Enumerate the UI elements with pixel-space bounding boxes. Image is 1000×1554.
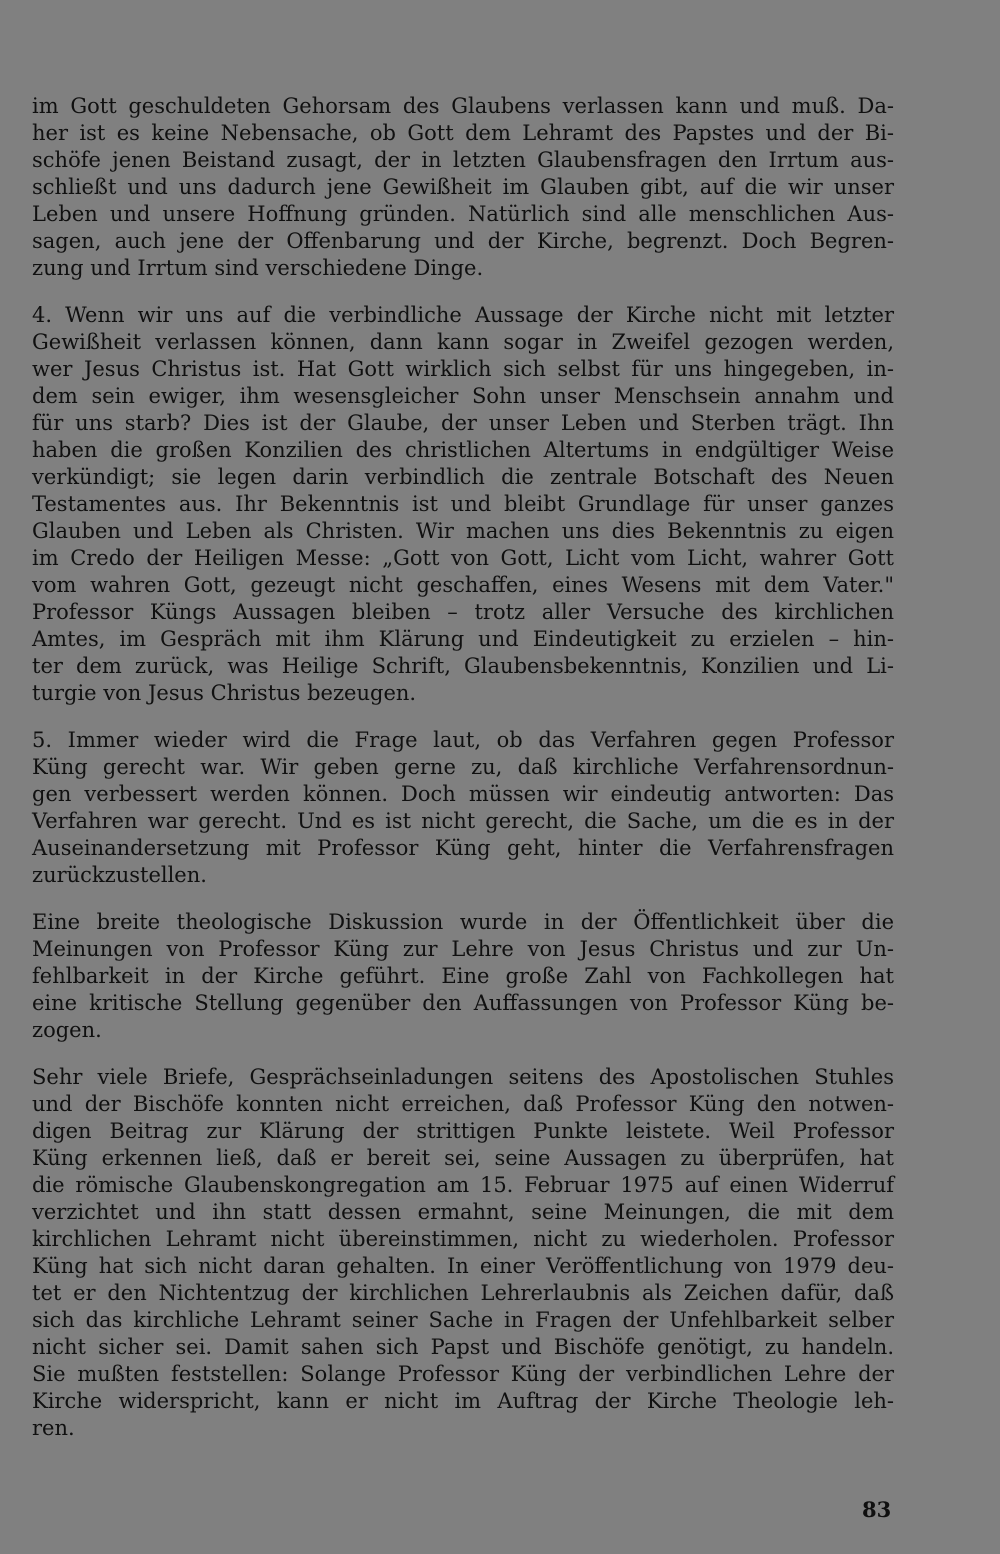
text-line: im Gott geschuldeten Gehorsam des Glaubens verlassen kann und muß. Da- xyxy=(32,94,894,118)
text-line: Kirche widerspricht, kann er nicht im Auftrag der Kirche Theologie leh- xyxy=(32,1389,894,1413)
text-line: 5. Immer wieder wird die Frage laut, ob das Verfahren gegen Professor xyxy=(32,728,894,752)
text-line: 4. Wenn wir uns auf die verbindliche Aussage der Kirche nicht mit letzter xyxy=(32,303,894,327)
text-line: Küng gerecht war. Wir geben gerne zu, daß kirchliche Verfahrensordnun- xyxy=(32,755,894,779)
text-line: Testamentes aus. Ihr Bekenntnis ist und bleibt Grundlage für unser ganzes xyxy=(32,492,894,516)
paragraph xyxy=(32,1064,894,1442)
text-line: fehlbarkeit in der Kirche geführt. Eine große Zahl von Fachkollegen hat xyxy=(32,964,894,988)
text-line: dem sein ewiger, ihm wesensgleicher Sohn unser Menschsein annahm und xyxy=(32,384,894,408)
paragraph xyxy=(32,909,894,1044)
text-line: schöfe jenen Beistand zusagt, der in letzten Glaubensfragen den Irrtum aus- xyxy=(32,148,894,172)
text-line: wer Jesus Christus ist. Hat Gott wirklich sich selbst für uns hingegeben, in- xyxy=(32,357,894,381)
text-line: zung und Irrtum sind verschiedene Dinge. xyxy=(32,256,484,280)
text-line: digen Beitrag zur Klärung der strittigen Punkte leistete. Weil Professor xyxy=(32,1119,894,1143)
text-line: Verfahren war gerecht. Und es ist nicht gerecht, die Sache, um die es in der xyxy=(32,809,894,833)
text-line: kirchlichen Lehramt nicht übereinstimmen, nicht zu wiederholen. Professor xyxy=(32,1227,894,1251)
text-line: Amtes, im Gespräch mit ihm Klärung und Eindeutigkeit zu erzielen – hin- xyxy=(32,627,894,651)
text-line: gen verbessert werden können. Doch müssen wir eindeutig antworten: Das xyxy=(32,782,894,806)
text-line: Meinungen von Professor Küng zur Lehre von Jesus Christus und zur Un- xyxy=(32,937,894,961)
text-line: die römische Glaubenskongregation am 15. Februar 1975 auf einen Widerruf xyxy=(32,1173,894,1197)
paragraph xyxy=(32,302,894,707)
text-line: Gewißheit verlassen können, dann kann sogar in Zweifel gezogen werden, xyxy=(32,330,894,354)
text-line: sagen, auch jene der Offenbarung und der Kirche, begrenzt. Doch Begren- xyxy=(32,229,894,253)
text-line: Glauben und Leben als Christen. Wir machen uns dies Bekenntnis zu eigen xyxy=(32,519,894,543)
text-line: Sehr viele Briefe, Gesprächseinladungen seitens des Apostolischen Stuhles xyxy=(32,1065,894,1089)
text-line: ter dem zurück, was Heilige Schrift, Glaubensbekenntnis, Konzilien und Li- xyxy=(32,654,894,678)
text-line: für uns starb? Dies ist der Glaube, der unser Leben und Sterben trägt. Ihn xyxy=(32,411,894,435)
text-line: Sie mußten feststellen: Solange Professor Küng der verbindlichen Lehre der xyxy=(32,1362,894,1386)
text-line: ren. xyxy=(32,1416,75,1440)
text-line: zogen. xyxy=(32,1018,102,1042)
text-line: verzichtet und ihn statt dessen ermahnt, seine Meinungen, die mit dem xyxy=(32,1200,894,1224)
text-line: eine kritische Stellung gegenüber den Auffassungen von Professor Küng be- xyxy=(32,991,894,1015)
text-line: zurückzustellen. xyxy=(32,863,207,887)
paragraph xyxy=(32,727,894,889)
paragraph xyxy=(32,93,894,282)
text-line: haben die großen Konzilien des christlichen Altertums in endgültiger Weise xyxy=(32,438,894,462)
text-line: Auseinandersetzung mit Professor Küng geht, hinter die Verfahrensfragen xyxy=(32,836,894,860)
text-line: nicht sicher sei. Damit sahen sich Papst und Bischöfe genötigt, zu handeln. xyxy=(32,1335,894,1359)
text-line: Eine breite theologische Diskussion wurde in der Öffentlichkeit über die xyxy=(32,910,894,934)
text-line: und der Bischöfe konnten nicht erreichen, daß Professor Küng den notwen- xyxy=(32,1092,894,1116)
text-line: her ist es keine Nebensache, ob Gott dem Lehramt des Papstes und der Bi- xyxy=(32,121,894,145)
text-line: im Credo der Heiligen Messe: „Gott von Gott, Licht vom Licht, wahrer Gott xyxy=(32,546,894,570)
text-line: sich das kirchliche Lehramt seiner Sache in Fragen der Unfehlbarkeit selber xyxy=(32,1308,894,1332)
text-line: Küng erkennen ließ, daß er bereit sei, seine Aussagen zu überprüfen, hat xyxy=(32,1146,894,1170)
text-line: Küng hat sich nicht daran gehalten. In einer Veröffentlichung von 1979 deu- xyxy=(32,1254,894,1278)
page-number: 83 xyxy=(862,1497,892,1522)
text-line: Leben und unsere Hoffnung gründen. Natürlich sind alle menschlichen Aus- xyxy=(32,202,894,226)
text-line: turgie von Jesus Christus bezeugen. xyxy=(32,681,417,705)
text-line: verkündigt; sie legen darin verbindlich die zentrale Botschaft des Neuen xyxy=(32,465,894,489)
text-line: Professor Küngs Aussagen bleiben – trotz aller Versuche des kirchlichen xyxy=(32,600,894,624)
text-line: schließt und uns dadurch jene Gewißheit im Glauben gibt, auf die wir unser xyxy=(32,175,894,199)
text-line: tet er den Nichtentzug der kirchlichen Lehrerlaubnis als Zeichen dafür, daß xyxy=(32,1281,894,1305)
text-line: vom wahren Gott, gezeugt nicht geschaffen, eines Wesens mit dem Vater." xyxy=(32,573,894,597)
document-body xyxy=(32,93,894,1462)
